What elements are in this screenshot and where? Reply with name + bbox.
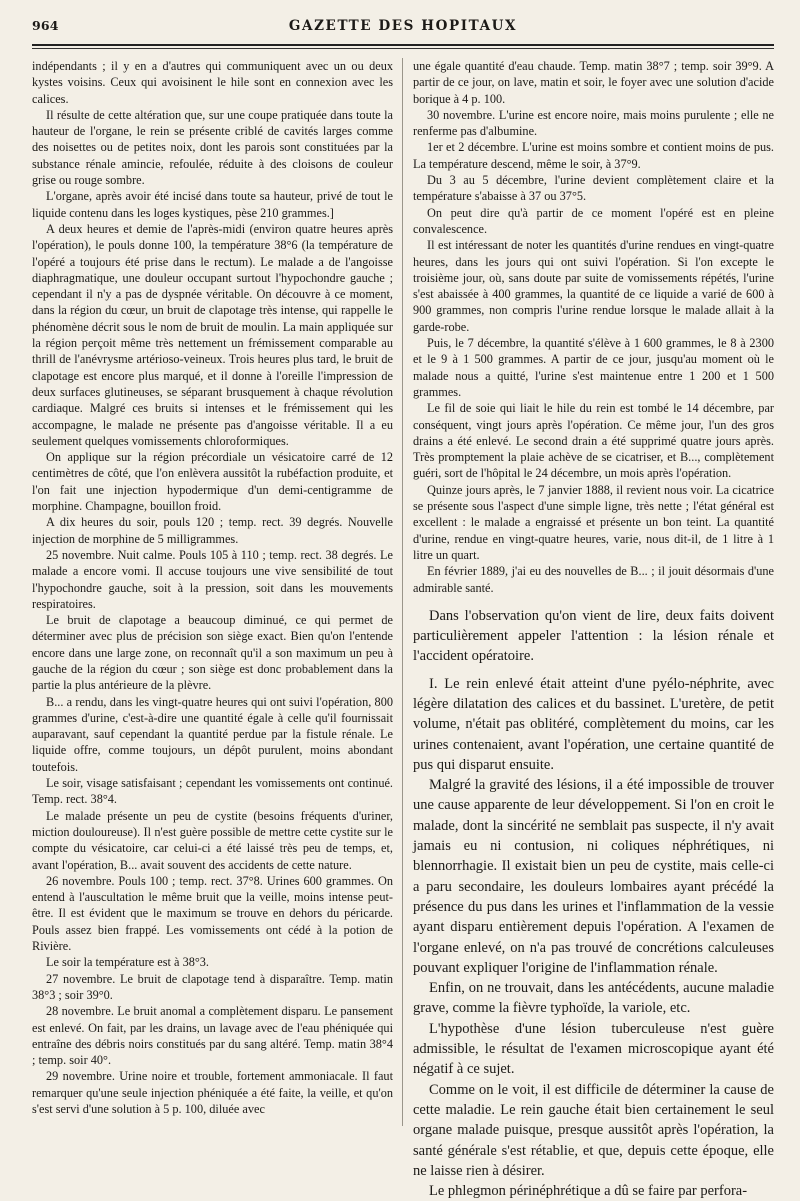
paragraph: B... a rendu, dans les vingt-quatre heures qui ont suivi l'opération, 800 grammes d'urine, c'est-à-dire une quantité égale à celle qu'il fournissait auparavant, sauf cependant la quantité perdue par la fistule rénale. Le liquide offre, comme toujours, un dépôt purulent, moins abondant toutefois. — [32, 694, 393, 774]
paragraph: A dix heures du soir, pouls 120 ; temp. rect. 39 degrés. Nouvelle injection de morphine de 5 milligrammes. — [32, 515, 393, 546]
paragraph: On peut dire qu'à partir de ce moment l'opéré est en pleine convalescence. — [413, 205, 774, 236]
header-rule-thin — [32, 48, 774, 49]
paragraph: Le bruit de clapotage a beaucoup diminué, ce qui permet de déterminer avec plus de précision son siège exact. Bien qu'on l'entende encore dans une large zone, on reconnaît qu'il a son maximum un peu à gauche de la région du cœur ; son siège est donc probablement dans la partie la plus antérieure de la plèvre. — [32, 613, 393, 693]
paragraph: Le soir la température est à 38°3. — [46, 955, 210, 970]
journal-title: GAZETTE DES HOPITAUX — [288, 18, 518, 34]
paragraph: A deux heures et demie de l'après-midi (environ quatre heures après l'opération), le pouls donne 100, la température 38°6 (la température de l'opéré a toujours été prise dans le rectum). Le malade a de l'angoisse diaphragmatique, une douleur occupant surtout l'hypochondre gauche ; cependant il n'y a pas de dyspnée véritable. On découvre à ce moment, dans la région du cœur, un bruit de clapotage très intense, qui rappelle le phénomène décrit sous le nom de bruit de moulin. La main appliquée sur la région perçoit même très nettement un frémissement comparable au thrill de l'anévrysme artérioso-veineux. Trois heures plus tard, le bruit de clapotage est encore plus marqué, et il donne à l'oreille l'impression de deux surfaces glutineuses, se séparant brusquement à chaque révolution cardiaque. Malgré ces bruits si intenses et le frémissement qui les accompagne, le malade ne présente pas d'angoisse véritable. Il a eu seulement quelques vomissements chloroformiques. — [32, 221, 393, 448]
column-divider — [402, 58, 403, 1126]
summary-paragraph: Enfin, on ne trouvait, dans les antécédents, aucune maladie grave, comme la fièvre typhoïde, la variole, etc. — [413, 980, 774, 1017]
summary-paragraph: L'hypothèse d'une lésion tuberculeuse n'est guère admissible, le résultat de l'examen microscopique ayant été négatif à ce sujet. — [413, 1020, 774, 1078]
paragraph: Quinze jours après, le 7 janvier 1888, il revient nous voir. La cicatrice se présente sous l'aspect d'une simple ligne, très nette ; l'état général est excellent : le malade a engraissé et présente un bon teint. La quantité d'urine, rendue en vingt-quatre heures, varie, nous dit-il, de 1 litre à 1 litre un quart. — [413, 482, 774, 562]
header-rule-thick — [32, 44, 774, 46]
paragraph: indépendants ; il y en a d'autres qui communiquent avec un ou deux kystes voisins. Ceux qui avoisinent le hile sont en connexion avec les calices. — [32, 59, 393, 106]
paragraph: En février 1889, j'ai eu des nouvelles de B... ; il jouit désormais d'une admirable santé. — [413, 564, 774, 595]
paragraph: L'organe, après avoir été incisé dans toute sa hauteur, privé de tout le liquide contenu dans les loges kystiques, pèse 210 grammes.] — [32, 189, 393, 220]
paragraph: 28 novembre. Le bruit anomal a complètement disparu. Le pansement est enlevé. On fait, par les drains, un lavage avec de l'eau phéniquée qui entraîne des débris noirs constitués par du sang altéré. Temp. matin 38°4 ; temp. soir 40°. — [32, 1004, 393, 1068]
paragraph: 30 novembre. L'urine est encore noire, mais moins purulente ; elle ne renferme pas d'albumine. — [413, 107, 774, 139]
paragraph: Du 3 au 5 décembre, l'urine devient complètement claire et la température s'abaisse à 37 ou 37°5. — [413, 173, 774, 204]
paragraph: 25 novembre. Nuit calme. Pouls 105 à 110 ; temp. rect. 38 degrés. Le malade a encore vomi. Il accuse toujours une vive sensibilité de tout l'hypochondre gauche, soit à la pression, soit dans les mouvements respiratoires. — [32, 547, 393, 611]
paragraph: On applique sur la région précordiale un vésicatoire carré de 12 centimètres de côté, que l'on enlèvera aussitôt la rubéfaction produite, et l'on fait une injection hypodermique d'un demi-centigramme de morphine. Champagne, bouillon froid. — [32, 450, 393, 514]
summary-section — [413, 606, 774, 1201]
paragraph: Le soir, visage satisfaisant ; cependant les vomissements ont continué. Temp. rect. 38°4. — [32, 776, 393, 807]
paragraph: Puis, le 7 décembre, la quantité s'élève à 1 600 grammes, le 8 à 2300 et le 9 à 1 500 grammes. A partir de ce jour, jusqu'au moment où le malade nous a quitté, l'urine s'est maintenue entre 1 200 et 1 500 grammes. — [413, 336, 774, 399]
page-number: 964 — [32, 18, 59, 33]
summary-paragraph: Dans l'observation qu'on vient de lire, deux faits doivent particulièrement appeler l'attention : la lésion rénale et l'accident opératoire. — [413, 607, 774, 665]
paragraph: 26 novembre. Pouls 100 ; temp. rect. 37°8. Urines 600 grammes. On entend à l'auscultation le même bruit que la veille, moins intense peut-être. Il est évident que le maximum se trouve en dehors du péricarde. Pouls assez bien frappé. Les vomissements ont cédé à la potion de Rivière. — [32, 873, 393, 954]
left-column — [32, 58, 393, 1128]
right-column — [413, 58, 774, 1200]
paragraph: 29 novembre. Urine noire et trouble, fortement ammoniacale. Il faut remarquer qu'une seule injection phéniquée a été faite, la veille, et qu'on s'est servi d'une solution à 5 p. 100, diluée avec — [32, 1069, 393, 1116]
paragraph: Il est intéressant de noter les quantités d'urine rendues en vingt-quatre heures, dans les jours qui ont suivi l'opération. Si l'on excepte le troisième jour, où, sans doute par suite de vomissements répétés, l'urine s'est abaissée à 400 grammes, la quantité de ce liquide a varié de 600 à 900 grammes, non compris l'urine rendue lorsque le malade allait à la garde-robe. — [413, 238, 774, 334]
summary-paragraph: Malgré la gravité des lésions, il a été impossible de trouver une cause apparente de leur développement. Si l'on en croit le malade, dont la sincérité ne semblait pas suspecte, il n'y avait jamais eu ni contusion, ni coliques néphrétiques, ni blennorrhagie. Il existait bien un peu de cystite, mais celle-ci a paru secondaire, les douleurs lombaires ayant précédé la présence du pus dans les urines et l'inflammation de la vessie ayant disparu entièrement depuis l'opération. A l'examen de l'organe enlevé, on n'a pas trouvé de concrétions calculeuses pouvant expliquer l'origine de l'inflammation rénale. — [413, 777, 774, 976]
summary-paragraph: Le phlegmon périnéphrétique a dû se faire par perfora- — [429, 1183, 748, 1200]
page-header — [32, 18, 774, 44]
summary-paragraph: Comme on le voit, il est difficile de déterminer la cause de cette maladie. Le rein gauche était bien certainement le seul organe malade puisque, presque aussitôt après l'opération, la santé générale s'est rétablie, et que, depuis cette époque, elle ne laisse rien à désirer. — [413, 1081, 774, 1179]
summary-paragraph: I. Le rein enlevé était atteint d'une pyélo-néphrite, avec légère dilatation des calices et du bassinet. L'uretère, de petit volume, n'était pas oblitéré, complètement du moins, car les urines contenaient, avant l'opération, une certaine quantité de pus qui disparut ensuite. — [413, 675, 774, 773]
paragraph: Le fil de soie qui liait le hile du rein est tombé le 14 décembre, par conséquent, vingt jours après l'opération. Ce même jour, l'un des gros drains a été enlevé. Le second drain a été supprimé quatre jours après. Très promptement la plaie achève de se cicatriser, et B..., complètement guéri, sort de l'hôpital le 24 décembre, un mois après l'opération. — [413, 401, 774, 481]
paragraph: Il résulte de cette altération que, sur une coupe pratiquée dans toute la hauteur de l'organe, le rein se présente criblé de cavités larges comme des noisettes ou de petites noix, dont les parois sont constituées par la substance rénale amincie, refoulée, réduite à des cloisons de couleur grise ou rouge sombre. — [32, 107, 393, 188]
paragraph: Le malade présente un peu de cystite (besoins fréquents d'uriner, miction douloureuse). Il n'est guère possible de mettre cette cystite sur le compte du vésicatoire, car celui-ci a été laissé très peu de temps, et, avant l'opération, B... avait souvent des accidents de cette nature. — [32, 808, 393, 872]
paragraph: 1er et 2 décembre. L'urine est moins sombre et contient moins de pus. La température descend, même le soir, à 37°9. — [413, 140, 774, 171]
paragraph: 27 novembre. Le bruit de clapotage tend à disparaître. Temp. matin 38°3 ; soir 39°0. — [32, 971, 393, 1002]
paragraph: une égale quantité d'eau chaude. Temp. matin 38°7 ; temp. soir 39°9. A partir de ce jour, on lave, matin et soir, le foyer avec une solution d'acide borique à 4 p. 100. — [413, 59, 774, 106]
